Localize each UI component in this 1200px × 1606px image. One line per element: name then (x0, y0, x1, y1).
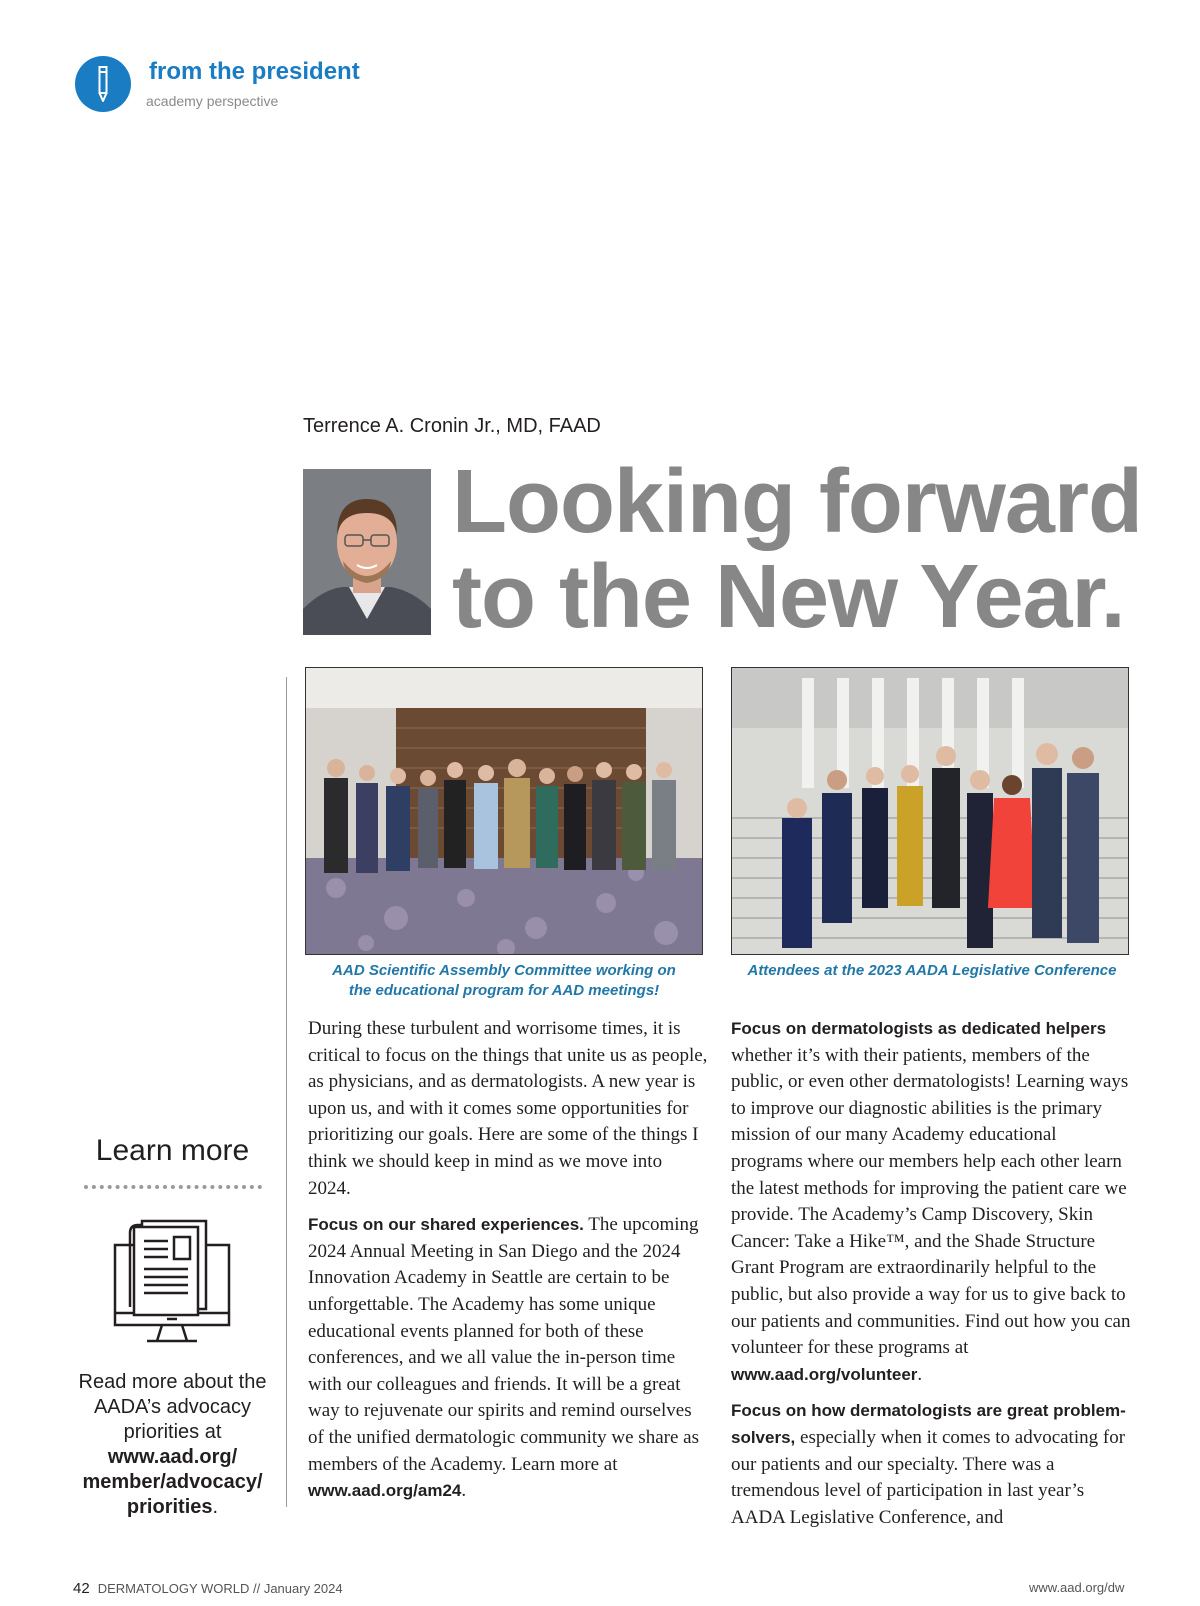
paragraph-dedicated-helpers (731, 1016, 1131, 1388)
am24-link[interactable]: www.aad.org/am24 (308, 1481, 462, 1501)
body-column-right (731, 1016, 1131, 1541)
learn-more-end: . (212, 1496, 219, 1518)
paragraph-lead: Focus on how dermatologists are great problem-solvers, (731, 1401, 1126, 1447)
paragraph-text: The upcoming 2024 Annual Meeting in San Diego and the 2024 Innovation Academy in Seattle are certain to be unforgettable. The Academy has some unique educational events planned for both of these conferences, and we all value the in-person time with our colleagues and friends. It will be a great way to rejuvenate our spirits and remind ourselves of the unified dermatologic community we share as members of the Academy. Learn more at (308, 1214, 699, 1475)
footer-left (73, 1580, 343, 1597)
section-subtitle: academy perspective (146, 93, 279, 109)
footer-url[interactable]: www.aad.org/dw (1029, 1580, 1125, 1595)
photo-legislative-conference (731, 667, 1129, 955)
headline-line-1: Looking forward (452, 452, 1142, 552)
section-title: from the president (149, 58, 360, 85)
volunteer-link[interactable]: www.aad.org/volunteer (731, 1364, 918, 1384)
paragraph-text: whether it’s with their patients, members of the public, or even other dermatologists! Learning ways to improve our diagnostic abilities is the primary mission of our many Academy educational programs where our members help each other learn the latest methods for improving the patient care we provide. The Academy’s Camp Discovery, Skin Cancer: Take a Hike™, and the Shade Structure Grant Program are extraordinarily helpful to the public, but also provide a way for us to give back to our patients and communities. Find out how you can volunteer for these programs at (731, 1044, 1131, 1359)
pencil-icon (75, 56, 131, 112)
body-column-left (308, 1016, 708, 1515)
photo-caption-committee (305, 961, 703, 1001)
photo-scientific-assembly-committee (305, 667, 703, 955)
computer-document-icon (112, 1215, 232, 1355)
column-divider (286, 677, 287, 1507)
paragraph-problem-solvers (731, 1398, 1131, 1531)
advocacy-priorities-link[interactable]: www.aad.org/ member/advocacy/ priorities (82, 1446, 263, 1518)
headline-line-2: to the New Year. (452, 547, 1125, 647)
caption-line-1: AAD Scientific Assembly Committee working on (332, 962, 676, 979)
caption-line-2: the educational program for AAD meetings! (348, 982, 660, 999)
article-headline (452, 452, 1142, 647)
paragraph-lead: Focus on dermatologists as dedicated helpers (731, 1019, 1107, 1038)
page-number: 42 (73, 1580, 90, 1597)
paragraph-lead: Focus on our shared experiences. (308, 1215, 584, 1235)
author-portrait (303, 469, 431, 635)
dotted-divider (84, 1185, 262, 1189)
author-byline: Terrence A. Cronin Jr., MD, FAAD (303, 415, 601, 437)
learn-more-body: Read more about the AADA’s advocacy priorities at (78, 1371, 267, 1443)
paragraph-end: . (917, 1363, 923, 1385)
paragraph-end: . (461, 1480, 467, 1502)
paragraph-intro: During these turbulent and worrisome times, it is critical to focus on the things that unite us as people, as physicians, and as dermatologists. A new year is upon us, and with it comes some opportunities for prioritizing our goals. Here are some of the things I think we should keep in mind as we move into 2024. (308, 1018, 708, 1199)
photo-caption-legislative: Attendees at the 2023 AADA Legislative Conference (747, 962, 1117, 979)
paragraph-shared-experiences (308, 1212, 708, 1505)
learn-more-text (60, 1370, 285, 1520)
paragraph-text: especially when it comes to advocating for our patients and our specialty. There was a tremendous level of participation in last year’s AADA Legislative Conference, and (731, 1426, 1126, 1528)
learn-more-title: Learn more (95, 1134, 250, 1167)
publication-name: DERMATOLOGY WORLD // January 2024 (97, 1581, 343, 1596)
